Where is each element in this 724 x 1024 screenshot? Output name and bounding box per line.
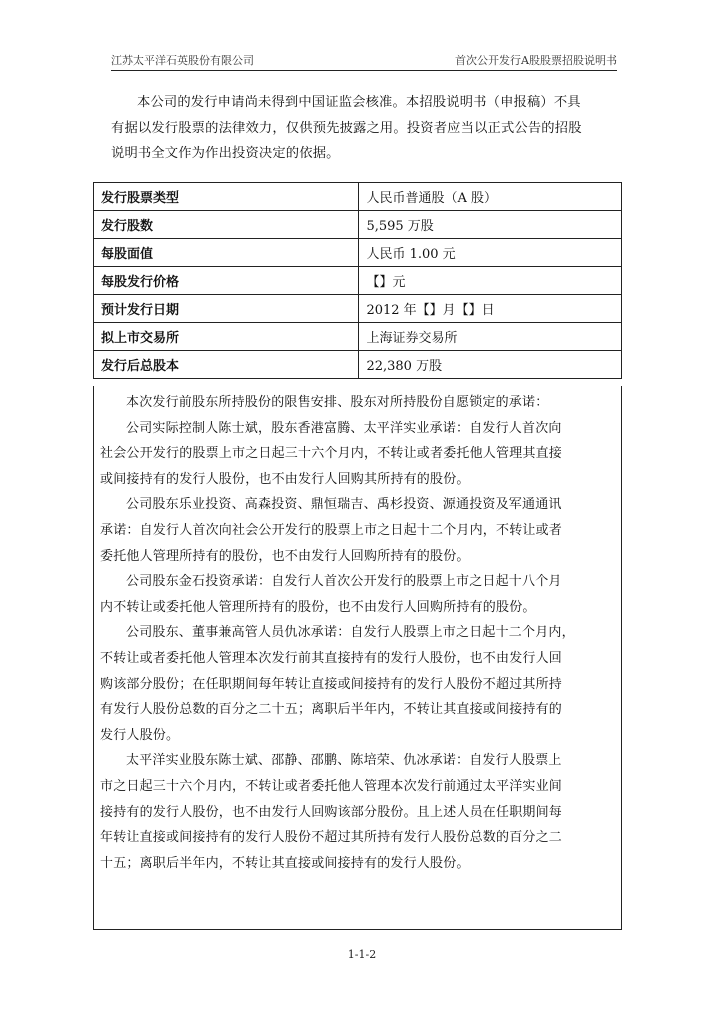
document-title: 首次公开发行A股股票招股说明书 <box>455 54 617 67</box>
paragraph-line: 年转让直接或间接持有的发行人股份不超过其所持有发行人股份总数的百分之二 <box>100 830 563 846</box>
paragraph-line: 市之日起三十六个月内，不转让或者委托他人管理本次发行前通过太平洋实业间 <box>100 778 563 794</box>
paragraph-line: 发行人股份。 <box>100 727 180 743</box>
row-value: 人民币 1.00 元 <box>359 239 622 267</box>
row-label: 每股面值 <box>94 239 359 267</box>
paragraph-line: 承诺：自发行人首次向社会公开发行的股票上市之日起十二个月内，不转让或者 <box>100 522 563 538</box>
paragraph-line: 委托他人管理所持有的股份，也不由发行人回购所持有的股份。 <box>100 548 470 564</box>
table-row <box>94 183 622 211</box>
approval-notice <box>111 90 617 167</box>
row-value: 22,380 万股 <box>359 351 622 379</box>
table-row <box>94 211 622 239</box>
row-value: 上海证券交易所 <box>359 323 622 351</box>
row-value: 人民币普通股（A 股） <box>359 183 622 211</box>
paragraph-line: 公司股东金石投资承诺：自发行人首次公开发行的股票上市之日起十八个月 <box>126 574 562 590</box>
notice-line: 有据以发行股票的法律效力，仅供预先披露之用。投资者应当以正式公告的招股 <box>111 120 582 136</box>
lockup-commitments-cell <box>93 386 622 930</box>
paragraph-line: 有发行人股份总数的百分之二十五；离职后半年内，不转让其直接或间接持有的 <box>100 702 563 718</box>
paragraph-line: 不转让或者委托他人管理本次发行前其直接持有的发行人股份，也不由发行人回 <box>100 650 563 666</box>
paragraph-line: 公司股东乐业投资、高森投资、鼎恒瑞吉、禹杉投资、源通投资及军通通讯 <box>126 497 562 513</box>
table-row <box>94 239 622 267</box>
row-label: 发行后总股本 <box>94 351 359 379</box>
paragraph-line: 社会公开发行的股票上市之日起三十六个月内，不转让或者委托他人管理其直接 <box>100 446 563 462</box>
paragraph-line: 公司实际控制人陈士斌，股东香港富腾、太平洋实业承诺：自发行人首次向 <box>126 420 562 436</box>
row-label: 预计发行日期 <box>94 295 359 323</box>
paragraph-line: 购该部分股份；在任职期间每年转让直接或间接持有的发行人股份不超过其所持 <box>100 676 563 692</box>
lockup-intro: 本次发行前股东所持股份的限售安排、股东对所持股份自愿锁定的承诺： <box>126 395 549 410</box>
paragraph-line: 十五；离职后半年内，不转让其直接或间接持有的发行人股份。 <box>100 855 470 871</box>
paragraph-line: 公司股东、董事兼高管人员仇冰承诺：自发行人股票上市之日起十二个月内， <box>126 625 575 641</box>
table-row <box>94 323 622 351</box>
table-row <box>94 351 622 379</box>
row-label: 发行股数 <box>94 211 359 239</box>
notice-line: 本公司的发行申请尚未得到中国证监会核准。本招股说明书（申报稿）不具 <box>137 95 581 110</box>
paragraph-line: 内不转让或委托他人管理所持有的股份，也不由发行人回购所持有的股份。 <box>100 599 536 615</box>
offering-summary-table <box>93 182 622 379</box>
paragraph-line: 或间接持有的发行人股份，也不由发行人回购其所持有的股份。 <box>100 471 470 487</box>
paragraph-line: 接持有的发行人股份，也不由发行人回购该部分股份。且上述人员在任职期间每 <box>100 804 563 820</box>
row-value: 【】元 <box>359 267 622 295</box>
company-name: 江苏太平洋石英股份有限公司 <box>111 54 254 67</box>
row-label: 发行股票类型 <box>94 183 359 211</box>
table-row <box>94 267 622 295</box>
page-number: 1-1-2 <box>347 948 377 961</box>
row-value: 2012 年【】月【】日 <box>359 295 622 323</box>
table-row <box>94 295 622 323</box>
page-header <box>111 50 617 71</box>
row-label: 每股发行价格 <box>94 267 359 295</box>
row-value: 5,595 万股 <box>359 211 622 239</box>
notice-line: 说明书全文作为作出投资决定的依据。 <box>111 146 340 162</box>
lockup-text <box>100 390 616 876</box>
paragraph-line: 太平洋实业股东陈士斌、邵静、邵鹏、陈培荣、仇冰承诺：自发行人股票上 <box>126 753 562 769</box>
row-label: 拟上市交易所 <box>94 323 359 351</box>
